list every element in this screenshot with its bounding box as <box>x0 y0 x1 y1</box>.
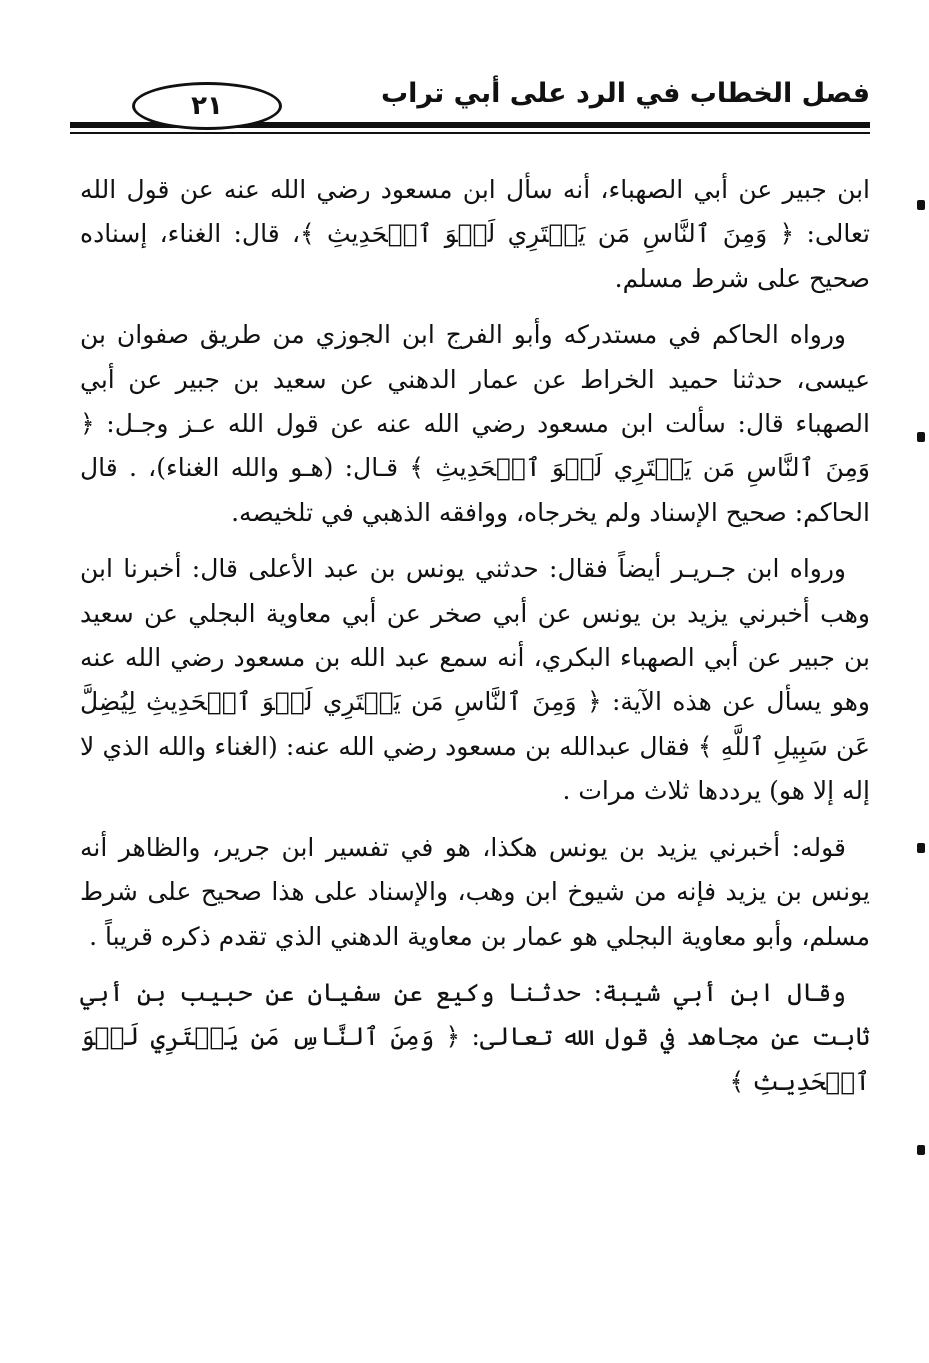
margin-mark <box>917 200 925 210</box>
page-header <box>70 70 870 140</box>
paragraph-2: ورواه الحاكم في مستدركه وأبو الفرج ابن الجوزي من طريق صفوان بن عيسى، حدثنا حميد الخراط عن عمار الدهني عن سعيد بن جبير عن أبي الصهباء قال: سألت ابن مسعود رضي الله عنه عن قول الله عـز وجـل: ﴿ وَمِنَ ٱلنَّاسِ مَن يَشۡتَرِي لَهۡوَ ٱلۡحَدِيثِ ﴾ قـال: (هـو والله الغناء)، . قال الحاكم: صحيح الإسناد ولم يخرجاه، ووافقه الذهبي في تلخيصه. <box>80 320 870 527</box>
paragraph-5: وقال ابن أبي شيبة: حدثنا وكيع عن سفيان عن حبيب بن أبي ثابت عن مجاهد في قول الله تعالى: ﴿ وَمِنَ ٱلنَّاسِ مَن يَشۡتَرِي لَهۡوَ ٱلۡحَدِيثِ ﴾ <box>80 977 870 1096</box>
margin-mark <box>917 843 925 853</box>
page-body <box>80 168 870 1116</box>
paragraph-1: ابن جبير عن أبي الصهباء، أنه سأل ابن مسعود رضي الله عنه عن قول الله تعالى: ﴿ وَمِنَ ٱلنَّاسِ مَن يَشۡتَرِي لَهۡوَ ٱلۡحَدِيثِ ﴾، قال: الغناء، إسناده صحيح على شرط مسلم. <box>80 175 870 293</box>
margin-mark <box>917 432 925 442</box>
running-title: فصل الخطاب في الرد على أبي تراب <box>380 78 870 109</box>
paragraph-4: قوله: أخبرني يزيد بن يونس هكذا، هو في تفسير ابن جرير، والظاهر أنه يونس بن يزيد فإنه من شيوخ ابن وهب، والإسناد على هذا صحيح على شرط مسلم، وأبو معاوية البجلي هو عمار بن معاوية الدهني الذي تقدم ذكره قريباً . <box>80 832 870 951</box>
page-number-badge: ٢١ <box>132 82 282 130</box>
paragraph-3: ورواه ابن جـريـر أيضاً فقال: حدثني يونس بن عبد الأعلى قال: أخبرنا ابن وهب أخبرني يزيد بن يونس عن أبي صخر عن أبي معاوية البجلي عن سعيد بن جبير عن أبي الصهباء البكري، أنه سمع عبد الله بن مسعود رضي الله عنه وهو يسأل عن هذه الآية: ﴿ وَمِنَ ٱلنَّاسِ مَن يَشۡتَرِي لَهۡوَ ٱلۡحَدِيثِ لِيُضِلَّ عَن سَبِيلِ ٱللَّهِ ﴾ فقال عبدالله بن مسعود رضي الله عنه: (الغناء والله الذي لا إله إلا هو) يرددها ثلاث مرات . <box>80 554 870 806</box>
header-rule-thin <box>70 132 870 134</box>
margin-mark <box>917 1145 925 1155</box>
